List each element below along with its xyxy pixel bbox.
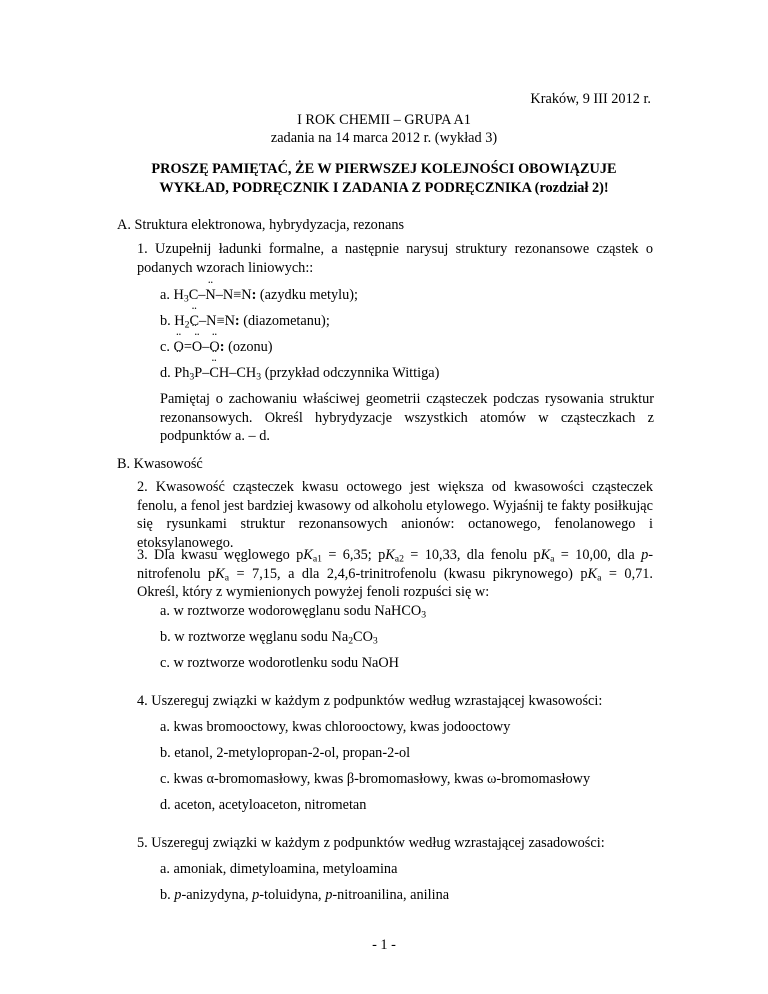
question-3c: c. w roztworze wodorotlenku sodu NaOH	[160, 655, 400, 671]
question-4: 4. Uszereguj związki w każdym z podpunktów według wzrastającej kwasowości:	[137, 693, 603, 709]
question-3b: b. w roztworze węglanu sodu $Na_2CO_3$	[160, 629, 378, 647]
course-title: I ROK CHEMII – GRUPA A1	[297, 112, 471, 128]
question-4d: d. aceton, acetyloaceton, nitrometan	[160, 797, 367, 813]
question-1b: b. $H_2¨$ C ¨–N≡N: (diazometanu);	[160, 312, 654, 331]
section-b-heading: B. Kwasowość	[117, 456, 203, 472]
question-1c: c. ¨ O ¨=¨ O–¨ O ¨: (ozonu)	[160, 338, 654, 357]
question-3a: a. w roztworze wodorowęglanu sodu NaHCO$_3$	[160, 603, 427, 621]
question-1: 1. Uzupełnij ładunki formalne, a następnie narysuj struktury rezonansowe cząstek o podanych wzorach liniowych::	[137, 241, 653, 276]
warning-line-2: WYKŁAD, PODRĘCZNIK I ZADANIA Z PODRĘCZNIKA (rozdział 2)!	[159, 179, 609, 196]
warning-notice	[0, 160, 768, 197]
question-3: 3. Dla kwasu węglowego $pK_{a1} = 6,35$; $pK_{a2} = 10,33$, dla fenolu $pK_a = 10,00$, dla p-nitrofenolu $pK_a = 7,15$, a dla 2,4,6-trinitrofenolu (kwasu pikrynowego) $pK_a = 0,71$. Określ, który z wymienionych powyżej fenoli rozpuści się w:	[137, 547, 654, 601]
q1b-note: (diazometanu);	[243, 313, 330, 329]
q1a-note: (azydku metylu);	[259, 287, 358, 303]
assignment-subtitle: zadania na 14 marca 2012 r. (wykład 3)	[270, 130, 498, 146]
question-5a: a. amoniak, dimetyloamina, metyloamina	[160, 861, 398, 877]
question-1a: a. $H_3C-¨$ N–N≡N: (azydku metylu);	[160, 286, 654, 305]
q1d-note: (przykład odczynnika Wittiga)	[264, 365, 440, 381]
page-number: - 1 -	[372, 937, 396, 953]
section-a-heading: A. Struktura elektronowa, hybrydyzacja, rezonans	[117, 217, 405, 233]
question-1d: d. $Ph_3P-¨$ $CH-CH_3$ (przykład odczynnika Wittiga)	[160, 364, 654, 383]
question-1-outro: Pamiętaj o zachowaniu właściwej geometrii cząsteczek podczas rysowania struktur rezonansowych. Określ hybrydyzacje wszystkich atomów w cząsteczkach z podpunktów a. – d.	[160, 391, 654, 445]
question-2: 2. Kwasowość cząsteczek kwasu octowego jest większa od kwasowości cząsteczek fenolu, a fenol jest bardziej kwasowy od alkoholu etylowego. Wyjaśnij te fakty posiłkując się rysunkami struktur rezonansowych anionów: octanowego, fenolanowego i etoksylanowego.	[137, 479, 653, 551]
question-5b: b. p-anizydyna, p-toluidyna, p-nitroanilina, anilina	[160, 887, 450, 903]
q1c-note: (ozonu)	[228, 339, 273, 355]
document-date: Kraków, 9 III 2012 r.	[530, 91, 651, 107]
question-5: 5. Uszereguj związki w każdym z podpunktów według wzrastającej zasadowości:	[137, 835, 605, 851]
warning-line-1: PROSZĘ PAMIĘTAĆ, ŻE W PIERWSZEJ KOLEJNOŚCI OBOWIĄZUJE	[151, 161, 617, 177]
question-4c: c. kwas α-bromomasłowy, kwas β-bromomasłowy, kwas ω-bromomasłowy	[160, 771, 591, 787]
question-4a: a. kwas bromooctowy, kwas chlorooctowy, kwas jodooctowy	[160, 719, 511, 735]
question-4b: b. etanol, 2-metylopropan-2-ol, propan-2-ol	[160, 745, 411, 761]
